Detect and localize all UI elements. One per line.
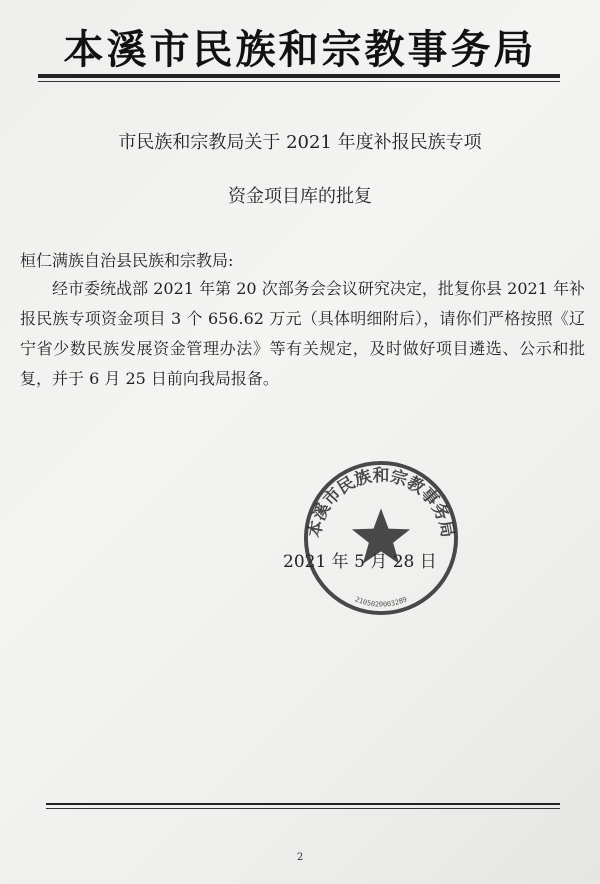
seal-star-icon [352,508,410,563]
addressee: 桓仁满族自治县民族和宗教局: [20,251,234,270]
seal-text: 本溪市民族和宗教事务局 [303,464,459,540]
svg-text:2105020003289 [354,595,408,608]
body-paragraph: 经市委统战部 2021 年第 20 次部务会会议研究决定，批复你县 2021 年补报民族专项资金项目 3 个 656.62 万元（具体明细附后），请你们严格按照《辽宁省少数民族发展资金管理办法》等有关规定，及时做好项目遴选、公示和批复，并于 6 月 25 日前向我局报备。 [20,279,585,388]
letterhead-rule-thick [38,74,560,78]
document-title-line2: 资金项目库的批复 [228,186,372,207]
letterhead-title: 本溪市民族和宗教事务局 [63,27,537,73]
document-title-line1: 市民族和宗教局关于 2021 年度补报民族专项 [118,132,482,153]
official-seal [302,459,460,617]
footer-rule-thin [46,808,560,809]
letterhead-rule-thin [38,81,560,82]
issue-date: 2021 年 5 月 28 日 [283,552,437,572]
footer-rule-thick [46,803,560,805]
page-number: 2 [296,852,304,863]
seal-serial: 2105020003289 [353,595,409,609]
